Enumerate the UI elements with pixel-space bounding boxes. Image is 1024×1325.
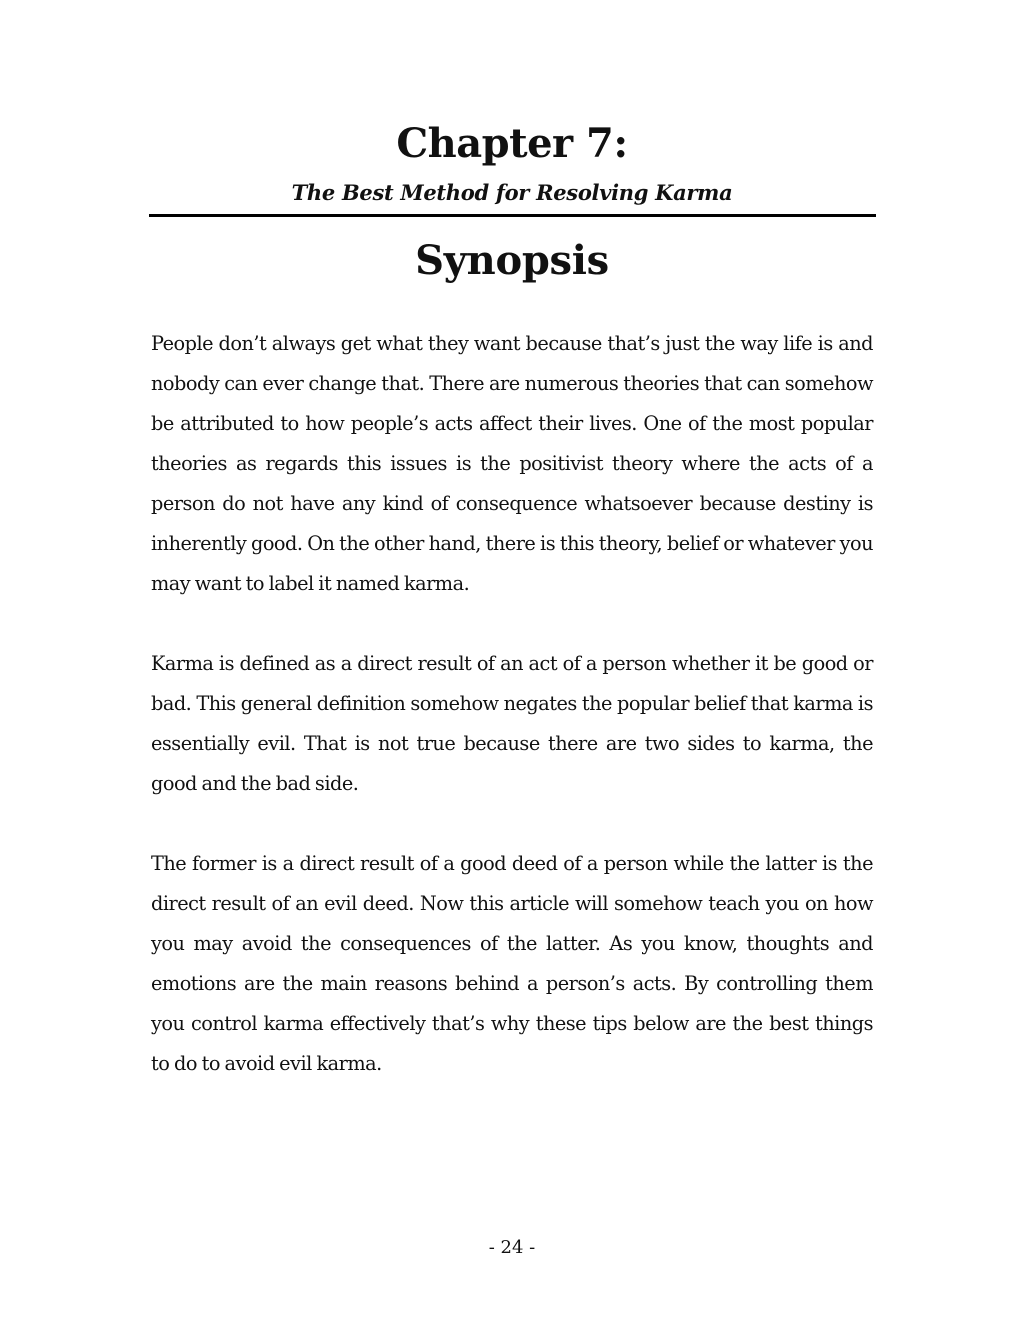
chapter-subtitle: The Best Method for Resolving Karma <box>291 180 733 205</box>
paragraph: The former is a direct result of a good deed of a person while the latter is the direct result of an evil deed. Now this article will somehow teach you on how you may avoid the consequences of the latter. As you know, thoughts and emotions are the main reasons behind a person’s acts. By controlling them you control karma effectively that’s why these tips below are the best things to do to avoid evil karma. <box>151 852 873 1075</box>
paragraph: Karma is defined as a direct result of an act of a person whether it be good or bad. This general definition somehow negates the popular belief that karma is essentially evil. That is not true because there are two sides to karma, the good and the bad side. <box>151 652 873 795</box>
title-divider <box>149 214 876 217</box>
body-text <box>151 324 873 1124</box>
chapter-title: Chapter 7: <box>396 120 628 167</box>
page-number: - 24 - <box>488 1237 536 1258</box>
paragraph: People don’t always get what they want because that’s just the way life is and nobody can ever change that. There are numerous theories that can somehow be attributed to how people’s acts affect their lives. One of the most popular theories as regards this issues is the positivist theory where the acts of a person do not have any kind of consequence whatsoever because destiny is inherently good. On the other hand, there is this theory, belief or whatever you may want to label it named karma. <box>151 332 873 595</box>
section-title: Synopsis <box>415 237 609 284</box>
